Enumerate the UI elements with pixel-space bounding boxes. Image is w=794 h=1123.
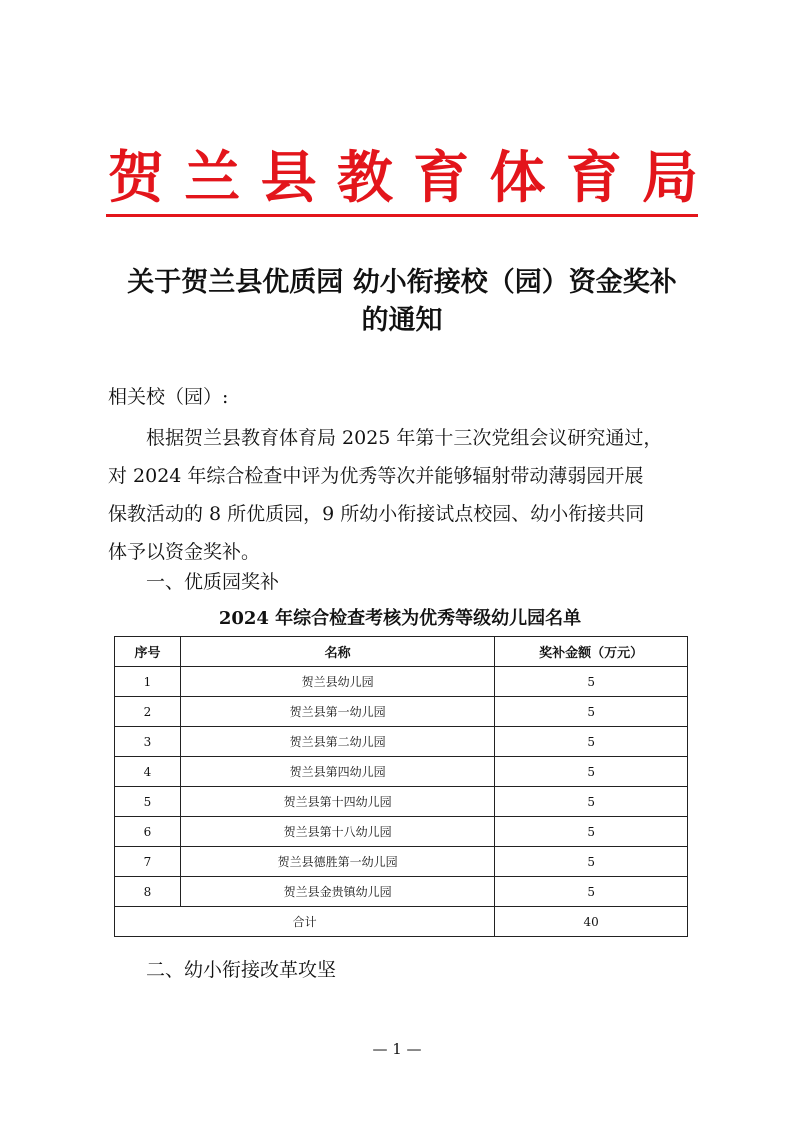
masthead-char: 教 — [336, 146, 393, 211]
cell-name: 贺兰县金贵镇幼儿园 — [180, 877, 494, 907]
cell-amount: 5 — [495, 757, 688, 787]
cell-seq: 2 — [115, 697, 181, 727]
masthead-char: 体 — [489, 146, 546, 211]
masthead-char: 县 — [260, 146, 317, 211]
table-row — [115, 697, 688, 727]
section-heading-2: 二、幼小衔接改革攻坚 — [146, 959, 337, 981]
header-seq: 序号 — [115, 637, 181, 667]
header-amount: 奖补金额（万元） — [495, 637, 688, 667]
paragraph-line: 体予以资金奖补。 — [108, 541, 261, 563]
cell-name: 贺兰县第十八幼儿园 — [180, 817, 494, 847]
cell-amount: 5 — [495, 787, 688, 817]
table-caption: 2024 年综合检查考核为优秀等级幼儿园名单 — [218, 608, 582, 629]
cell-name: 贺兰县第十四幼儿园 — [180, 787, 494, 817]
cell-amount: 5 — [495, 817, 688, 847]
salutation: 相关校（园）: — [108, 386, 229, 408]
cell-seq: 3 — [115, 727, 181, 757]
masthead-char: 兰 — [184, 146, 241, 211]
cell-seq: 5 — [115, 787, 181, 817]
section-heading-1: 一、优质园奖补 — [146, 571, 280, 593]
paragraph-line: 保教活动的 8 所优质园，9 所幼小衔接试点校园、幼小衔接共同 — [108, 503, 645, 525]
masthead-red-divider — [106, 214, 698, 217]
table-row — [115, 727, 688, 757]
table-row — [115, 847, 688, 877]
notice-title-line: 的通知 — [361, 305, 443, 336]
masthead-char: 育 — [565, 146, 622, 211]
table-row — [115, 757, 688, 787]
masthead-char: 贺 — [108, 146, 164, 211]
cell-name: 贺兰县第一幼儿园 — [180, 697, 494, 727]
table-row — [115, 877, 688, 907]
cell-seq: 8 — [115, 877, 181, 907]
cell-name: 贺兰县德胜第一幼儿园 — [180, 847, 494, 877]
header-name: 名称 — [180, 637, 494, 667]
cell-name: 贺兰县幼儿园 — [180, 667, 494, 697]
table-total-row — [115, 907, 688, 937]
award-table — [114, 636, 688, 937]
table-row — [115, 667, 688, 697]
cell-seq: 6 — [115, 817, 181, 847]
notice-paragraph — [108, 419, 700, 571]
notice-title-line: 关于贺兰县优质园 幼小衔接校（园）资金奖补 — [127, 267, 677, 298]
table-row — [115, 817, 688, 847]
cell-total-label: 合计 — [115, 907, 495, 937]
masthead-title — [108, 146, 698, 211]
cell-name: 贺兰县第四幼儿园 — [180, 757, 494, 787]
paragraph-line: 对 2024 年综合检查中评为优秀等次并能够辐射带动薄弱园开展 — [108, 465, 644, 487]
table-row — [115, 787, 688, 817]
cell-amount: 5 — [495, 727, 688, 757]
cell-total-amount: 40 — [495, 907, 688, 937]
table-header-row — [115, 637, 688, 667]
masthead-char: 局 — [641, 146, 698, 211]
cell-amount: 5 — [495, 667, 688, 697]
cell-amount: 5 — [495, 877, 688, 907]
cell-seq: 4 — [115, 757, 181, 787]
notice-title — [100, 264, 704, 340]
cell-name: 贺兰县第二幼儿园 — [180, 727, 494, 757]
paragraph-line: 根据贺兰县教育体育局 2025 年第十三次党组会议研究通过， — [108, 427, 663, 449]
masthead-char: 育 — [413, 146, 470, 211]
cell-amount: 5 — [495, 697, 688, 727]
cell-seq: 7 — [115, 847, 181, 877]
cell-seq: 1 — [115, 667, 181, 697]
cell-amount: 5 — [495, 847, 688, 877]
page-number: — 1 — — [372, 1040, 422, 1058]
